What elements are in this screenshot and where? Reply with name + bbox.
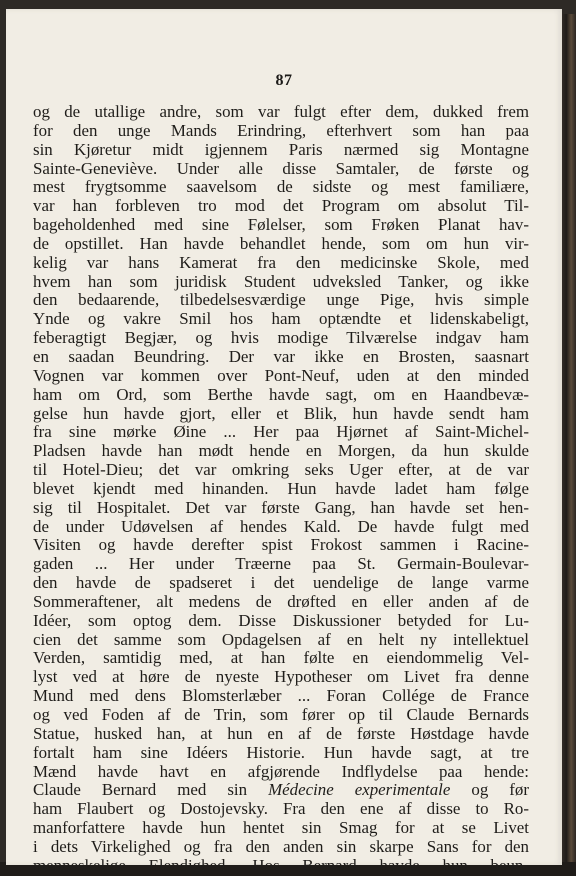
text-line: Mænd havde havt en afgjørende Indflydelse paa hende: — [33, 761, 529, 781]
text-line: lyst ved at høre de nyeste Hypotheser om Livet fra denne — [33, 667, 529, 687]
text-line: og de utallige andre, som var fulgt efter dem, dukked frem — [33, 102, 529, 121]
text-line: Pladsen havde han mødt hende en Morgen, da hun skulde — [33, 441, 529, 461]
text-line: blevet kjendt med hinanden. Hun havde ladet ham følge — [33, 478, 529, 498]
page-number: 87 — [275, 72, 293, 89]
text-line: en saadan Beundring. Der var ikke en Brosten, saasnart — [33, 346, 529, 366]
italic-book-title: Médecine experimentale — [268, 780, 451, 800]
text-line: Idéer, som optog dem. Disse Diskussioner betyded for Lu- — [33, 610, 529, 630]
text-line: ham om Ord, som Berthe havde sagt, om en Haandbevæ- — [33, 384, 529, 404]
text-line: gaden ... Her under Træerne paa St. Germain-Boulevar- — [33, 554, 529, 574]
text-line: sig til Hospitalet. Det var første Gang, han havde set hen- — [33, 497, 529, 517]
text-line: Verden, samtidig med, at han følte en eiendommelig Vel- — [33, 648, 529, 668]
text-line: Ynde og vakre Smil hos ham optændte et lidenskabeligt, — [33, 309, 529, 329]
text-line: bageholdenhed med sine Følelser, som Frøken Planat hav- — [33, 215, 529, 235]
text-line: gelse hun havde gjort, eller et Blik, hun havde sendt ham — [33, 403, 529, 423]
text-line: og ved Foden af de Trin, som fører op til Claude Bernards — [33, 705, 529, 724]
text-line: Sainte-Geneviève. Under alle disse Samtaler, de første og — [33, 158, 529, 178]
text-line: fra sine mørke Øine ... Her paa Hjørnet af Saint-Michel- — [33, 422, 529, 442]
text-line: for den unge Mands Erindring, efterhvert som han paa — [33, 120, 529, 140]
text-line: Visiten og havde derefter spist Frokost sammen i Racine- — [33, 535, 529, 555]
text-line: menneskelige Elendighed. Hos Bernard havde hun beun- — [33, 855, 529, 875]
page-paper — [6, 9, 562, 875]
text-line: sin Kjøretur midt igjennem Paris nærmed sig Montagne — [33, 139, 529, 159]
text-fragment: og før — [471, 780, 529, 800]
text-line: Vognen var kommen over Pont-Neuf, uden at den minded — [33, 365, 529, 385]
text-line: til Hotel-Dieu; det var omkring seks Uger efter, at de var — [33, 460, 529, 480]
text-line: den bedaarende, tilbedelsesværdige unge Pige, hvis simple — [33, 290, 529, 310]
text-line: var han forbleven tro mod det Program om absolut Til- — [33, 196, 529, 216]
text-line: i dets Virkelighed og fra den anden sin skarpe Sans for den — [33, 836, 529, 856]
text-line: kelig var hans Kamerat fra den medicinske Skole, med — [33, 252, 529, 272]
text-line: feberagtigt Begjær, og hvis modige Tilværelse indgav ham — [33, 328, 529, 348]
text-line: mest frygtsomme saavelsom de sidste og mest familiære, — [33, 177, 529, 197]
text-line: cien det samme som Opdagelsen af en helt ny intellektuel — [33, 629, 529, 649]
text-line: den havde de spadseret i det uendelige de lange varme — [33, 573, 529, 593]
text-line: Statue, husked han, at hun en af de første Høstdage havde — [33, 723, 529, 743]
text-line: fortalt ham sine Idéers Historie. Hun havde sagt, at tre — [33, 742, 529, 762]
text-line-with-italic — [33, 781, 529, 800]
text-line: ham Flaubert og Dostojevsky. Fra den ene af disse to Ro- — [33, 799, 529, 819]
text-line: manforfattere havde hun hentet sin Smag for at se Livet — [33, 818, 529, 838]
text-line: Mund med dens Blomsterlæber ... Foran Collége de France — [33, 686, 529, 706]
text-fragment: Claude Bernard med sin — [33, 780, 269, 800]
text-line: de under Udøvelsen af hendes Kald. De havde fulgt med — [33, 516, 529, 536]
text-line: hvem han som juridisk Student udveksled Tanker, og ikke — [33, 271, 529, 291]
book-spine-edge — [560, 14, 576, 864]
body-text — [33, 103, 529, 876]
text-line: Sommeraftener, alt medens de drøfted en eller anden af de — [33, 591, 529, 611]
text-line: de opstillet. Han havde behandlet hende, som om hun vir- — [33, 233, 529, 253]
